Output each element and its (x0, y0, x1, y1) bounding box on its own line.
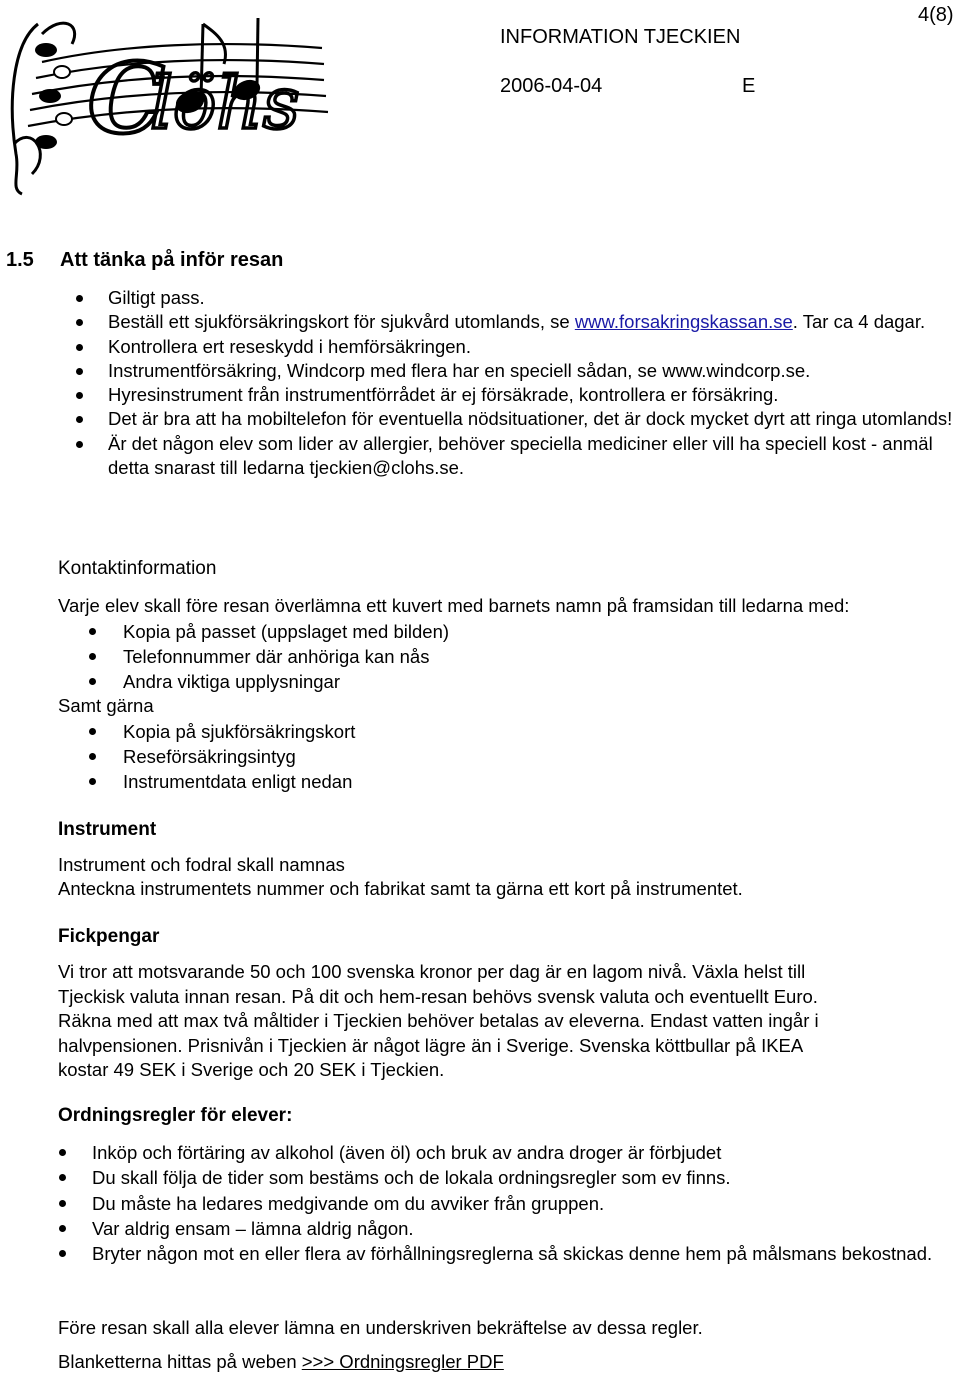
ordningsregler-pdf-link[interactable]: >>> Ordningsregler PDF (301, 1351, 504, 1372)
forsakringskassan-link[interactable]: www.forsakringskassan.se (574, 311, 793, 333)
instrument-heading: Instrument (58, 819, 157, 840)
list-item: Bryter någon mot en eller flera av förhållningsreglerna så skickas denne hem på målsmans bekostnad. (92, 1241, 958, 1266)
list-item: Giltigt pass. (108, 286, 958, 310)
list-item: Beställ ett sjukförsäkringskort för sjukvård utomlands, se www.forsakringskassan.se. Tar ca 4 dagar. (108, 310, 958, 334)
list-item: Telefonnummer där anhöriga kan nås (123, 644, 449, 669)
list-item: Det är bra att ha mobiltelefon för eventuella nödsituationer, det är dock mycket dyrt att ringa utomlands! (108, 407, 958, 431)
contact-list (123, 619, 449, 694)
prep-list (108, 286, 958, 480)
rules-heading: Ordningsregler för elever: (58, 1105, 293, 1126)
rules-list (92, 1140, 958, 1266)
instrument-line: Instrument och fodral skall namnas (58, 854, 345, 875)
section-heading (6, 248, 283, 272)
footer-note: Före resan skall alla elever lämna en underskriven bekräftelse av dessa regler. (58, 1317, 703, 1338)
list-item: Instrumentförsäkring, Windcorp med flera har en speciell sådan, se www.windcorp.se. (108, 359, 958, 383)
list-item: Du måste ha ledares medgivande om du avviker från gruppen. (92, 1191, 958, 1216)
footer-link-line: Blanketterna hittas på weben >>> Ordningsregler PDF (58, 1351, 504, 1372)
document-date: 2006-04-04 (500, 75, 603, 97)
document-title: INFORMATION TJECKIEN (500, 26, 741, 48)
page-number: 4(8) (918, 4, 954, 26)
svg-text:löhs: löhs (150, 61, 300, 145)
list-item: Instrumentdata enligt nedan (123, 769, 355, 794)
list-item: Är det någon elev som lider av allergier, behöver speciella mediciner eller vill ha speciell kost - anmäl detta snarast till ledarna tjeckien@clohs.se. (108, 432, 958, 481)
list-item: Hyresinstrument från instrumentförrådet är ej försäkrade, kontrollera er försäkring. (108, 383, 958, 407)
list-item: Andra viktiga upplysningar (123, 669, 449, 694)
contact-heading: Kontaktinformation (58, 558, 217, 579)
list-item: Reseförsäkringsintyg (123, 744, 355, 769)
document-code: E (742, 75, 756, 97)
fickpengar-paragraph: Vi tror att motsvarande 50 och 100 svenska kronor per dag är en lagom nivå. Växla helst till Tjeckisk valuta innan resan. På dit och hem-resan behövs svensk valuta och eventuellt Euro. Räkna med att max två måltider i Tjeckien behöver betalas av eleverna. Endast vatten ingår i halvpensionen. Prisnivån i Tjeckien är något lägre än i Sverige. Svenska köttbullar på IKEA kostar 49 SEK i Sverige och 20 SEK i Tjeckien. (58, 961, 819, 1080)
list-item: Var aldrig ensam – lämna aldrig någon. (92, 1216, 958, 1241)
clohs-logo (2, 4, 338, 202)
contact-also: Samt gärna (58, 695, 154, 716)
fickpengar-heading: Fickpengar (58, 926, 160, 947)
svg-text:C: C (88, 42, 165, 155)
list-item: Kontrollera ert reseskydd i hemförsäkringen. (108, 335, 958, 359)
section-number: 1.5 (6, 249, 34, 271)
list-item: Kopia på passet (uppslaget med bilden) (123, 621, 450, 642)
contact-intro: Varje elev skall före resan överlämna ett kuvert med barnets namn på framsidan till ledarna med: (58, 595, 850, 616)
contact-optional-list (123, 719, 355, 794)
instrument-line: Anteckna instrumentets nummer och fabrikat samt ta gärna ett kort på instrumentet. (58, 878, 743, 899)
list-item: Inköp och förtäring av alkohol (även öl) och bruk av andra droger är förbjudet (92, 1140, 958, 1165)
list-item: Du skall följa de tider som bestäms och de lokala ordningsregler som ev finns. (92, 1165, 958, 1190)
section-title: Att tänka på inför resan (60, 249, 284, 271)
list-item: Kopia på sjukförsäkringskort (123, 721, 356, 742)
